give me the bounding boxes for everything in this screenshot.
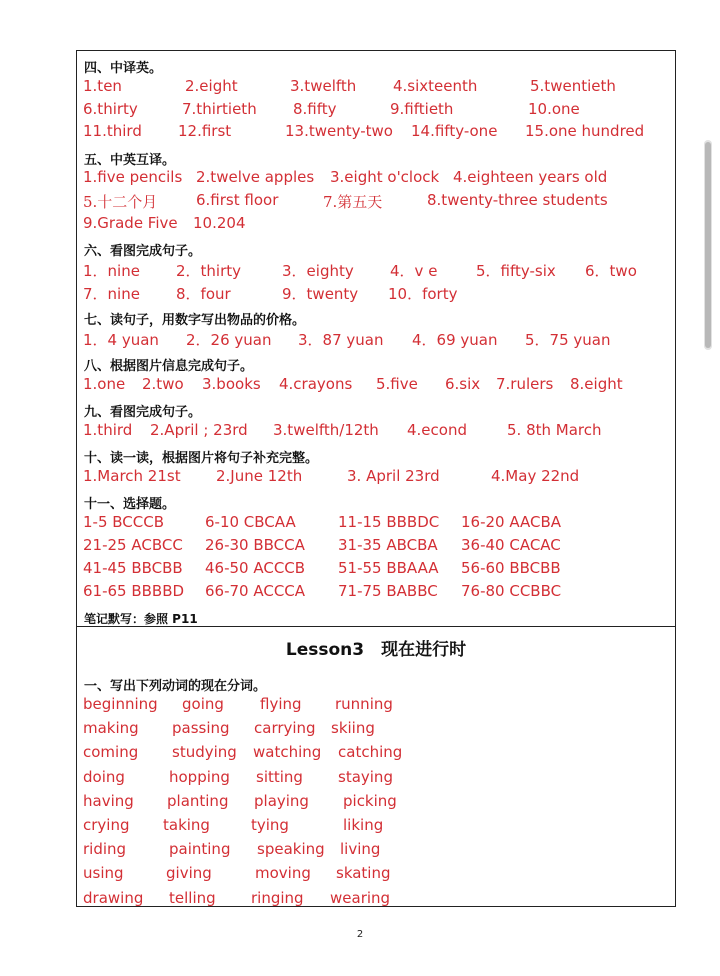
- verb: making: [83, 719, 139, 737]
- answer: 8.fifty: [293, 100, 337, 118]
- answer: 11-15 BBBDC: [338, 513, 440, 531]
- answer: 8.eight: [570, 375, 623, 393]
- answer: 2.April ; 23rd: [150, 421, 248, 439]
- answer: 31-35 ABCBA: [338, 536, 438, 554]
- verb: picking: [343, 792, 397, 810]
- answer: 76-80 CCBBC: [461, 582, 562, 600]
- verb: staying: [338, 768, 393, 786]
- answer: 3. April 23rd: [347, 467, 440, 485]
- verb: watching: [253, 743, 322, 761]
- answer: 6.first floor: [196, 191, 279, 209]
- vertical-scrollbar[interactable]: [704, 140, 712, 350]
- answer: 4.econd: [407, 421, 467, 439]
- answer: 2.June 12th: [216, 467, 303, 485]
- verb: planting: [167, 792, 229, 810]
- answer: 3.books: [202, 375, 261, 393]
- answer: 12.first: [178, 122, 232, 140]
- answer: 9.Grade Five: [83, 214, 178, 232]
- answer: 56-60 BBCBB: [461, 559, 561, 577]
- verb: catching: [338, 743, 403, 761]
- verb: moving: [255, 864, 311, 882]
- answer: 66-70 ACCCA: [205, 582, 306, 600]
- sec8-heading: 八、根据图片信息完成句子。: [84, 359, 254, 374]
- answer: 7.rulers: [496, 375, 554, 393]
- answer: 11.third: [83, 122, 142, 140]
- answer: 4．69 yuan: [412, 331, 498, 349]
- verb: liking: [343, 816, 384, 834]
- verb: hopping: [169, 768, 230, 786]
- answer: 3．87 yuan: [298, 331, 384, 349]
- answer: 4.eighteen years old: [453, 168, 608, 186]
- sec6-heading: 六、看图完成句子。: [84, 244, 202, 259]
- verb: speaking: [257, 840, 325, 858]
- answer: 3.eight o'clock: [330, 168, 440, 186]
- answer: 5. 8th March: [507, 421, 602, 439]
- verb: living: [340, 840, 381, 858]
- verb: giving: [166, 864, 212, 882]
- answer: 2．26 yuan: [186, 331, 272, 349]
- answer: 26-30 BBCCA: [205, 536, 305, 554]
- answer: 6.six: [445, 375, 481, 393]
- lesson-heading: 一、写出下列动词的现在分词。: [84, 679, 267, 694]
- answer: 7.第五天: [323, 193, 383, 211]
- verb: skating: [336, 864, 391, 882]
- verb: flying: [260, 695, 302, 713]
- answer: 1.ten: [83, 77, 122, 95]
- answer: 46-50 ACCCB: [205, 559, 306, 577]
- verb: beginning: [83, 695, 158, 713]
- verb: riding: [83, 840, 127, 858]
- verb: tying: [251, 816, 289, 834]
- verb: crying: [83, 816, 130, 834]
- answer: 36-40 CACAC: [461, 536, 561, 554]
- answer: 10.one: [528, 100, 580, 118]
- verb: ringing: [251, 889, 304, 907]
- answer: 8．four: [176, 285, 231, 303]
- answer: 1.five pencils: [83, 168, 183, 186]
- verb: using: [83, 864, 124, 882]
- answer: 3.twelfth/12th: [273, 421, 379, 439]
- answer: 1.third: [83, 421, 133, 439]
- verb: doing: [83, 768, 125, 786]
- scrollbar-thumb[interactable]: [705, 142, 711, 348]
- answer: 15.one hundred: [525, 122, 645, 140]
- answer: 16-20 AACBA: [461, 513, 562, 531]
- answer: 71-75 BABBC: [338, 582, 438, 600]
- verb: studying: [172, 743, 237, 761]
- sec5-heading: 五、中英互译。: [84, 153, 176, 168]
- answer: 9.fiftieth: [390, 100, 454, 118]
- verb: painting: [169, 840, 231, 858]
- answer: 6.thirty: [83, 100, 138, 118]
- answer: 4.crayons: [279, 375, 353, 393]
- answer: 1．4 yuan: [83, 331, 159, 349]
- sec9-heading: 九、看图完成句子。: [84, 405, 202, 420]
- sec4-heading: 四、中译英。: [84, 61, 163, 76]
- sec11-heading: 十一、选择题。: [84, 497, 176, 512]
- answer: 1-5 BCCCB: [83, 513, 165, 531]
- verb: running: [335, 695, 393, 713]
- verb: sitting: [256, 768, 303, 786]
- note-line: 笔记默写：参照 P11: [84, 612, 198, 626]
- sec10-heading: 十、读一读，根据图片将句子补充完整。: [84, 451, 319, 466]
- verb: wearing: [330, 889, 391, 907]
- answer: 10.204: [193, 214, 246, 232]
- verb: coming: [83, 743, 139, 761]
- verb: carrying: [254, 719, 316, 737]
- lesson-title: Lesson3 现在进行时: [285, 640, 467, 660]
- answer: 14.fifty-one: [411, 122, 498, 140]
- answer: 7．nine: [83, 285, 140, 303]
- answer: 4.sixteenth: [393, 77, 478, 95]
- answer: 61-65 BBBBD: [83, 582, 185, 600]
- answer: 6．two: [585, 262, 637, 280]
- answer: 1.March 21st: [83, 467, 181, 485]
- answer: 1．nine: [83, 262, 140, 280]
- answer: 5．75 yuan: [525, 331, 611, 349]
- answer: 8.twenty-three students: [427, 191, 608, 209]
- sec7-heading: 七、读句子，用数字写出物品的价格。: [84, 313, 306, 328]
- answer: 3．eighty: [282, 262, 354, 280]
- page-number: 2: [356, 929, 364, 940]
- answer: 2．thirty: [176, 262, 242, 280]
- answer: 5.十二个月: [83, 193, 158, 211]
- verb: playing: [254, 792, 309, 810]
- verb: drawing: [83, 889, 144, 907]
- answer: 10．forty: [388, 285, 458, 303]
- answer: 4．v e: [390, 262, 438, 280]
- verb: skiing: [331, 719, 375, 737]
- answer: 9．twenty: [282, 285, 359, 303]
- verb: telling: [169, 889, 216, 907]
- answer: 5.twentieth: [530, 77, 616, 95]
- verb: taking: [163, 816, 210, 834]
- answer: 6-10 CBCAA: [205, 513, 296, 531]
- answer: 4.May 22nd: [491, 467, 580, 485]
- answer: 5.five: [376, 375, 418, 393]
- answer: 21-25 ACBCC: [83, 536, 183, 554]
- answer: 2.eight: [185, 77, 238, 95]
- answer: 1.one: [83, 375, 126, 393]
- answer: 13.twenty-two: [285, 122, 393, 140]
- answer: 51-55 BBAAA: [338, 559, 439, 577]
- answer: 7.thirtieth: [182, 100, 257, 118]
- verb: passing: [172, 719, 230, 737]
- verb: going: [182, 695, 224, 713]
- answer: 3.twelfth: [290, 77, 357, 95]
- verb: having: [83, 792, 134, 810]
- answer: 5．fifty-six: [476, 262, 556, 280]
- answer: 2.twelve apples: [196, 168, 315, 186]
- answer: 2.two: [142, 375, 184, 393]
- answer: 41-45 BBCBB: [83, 559, 183, 577]
